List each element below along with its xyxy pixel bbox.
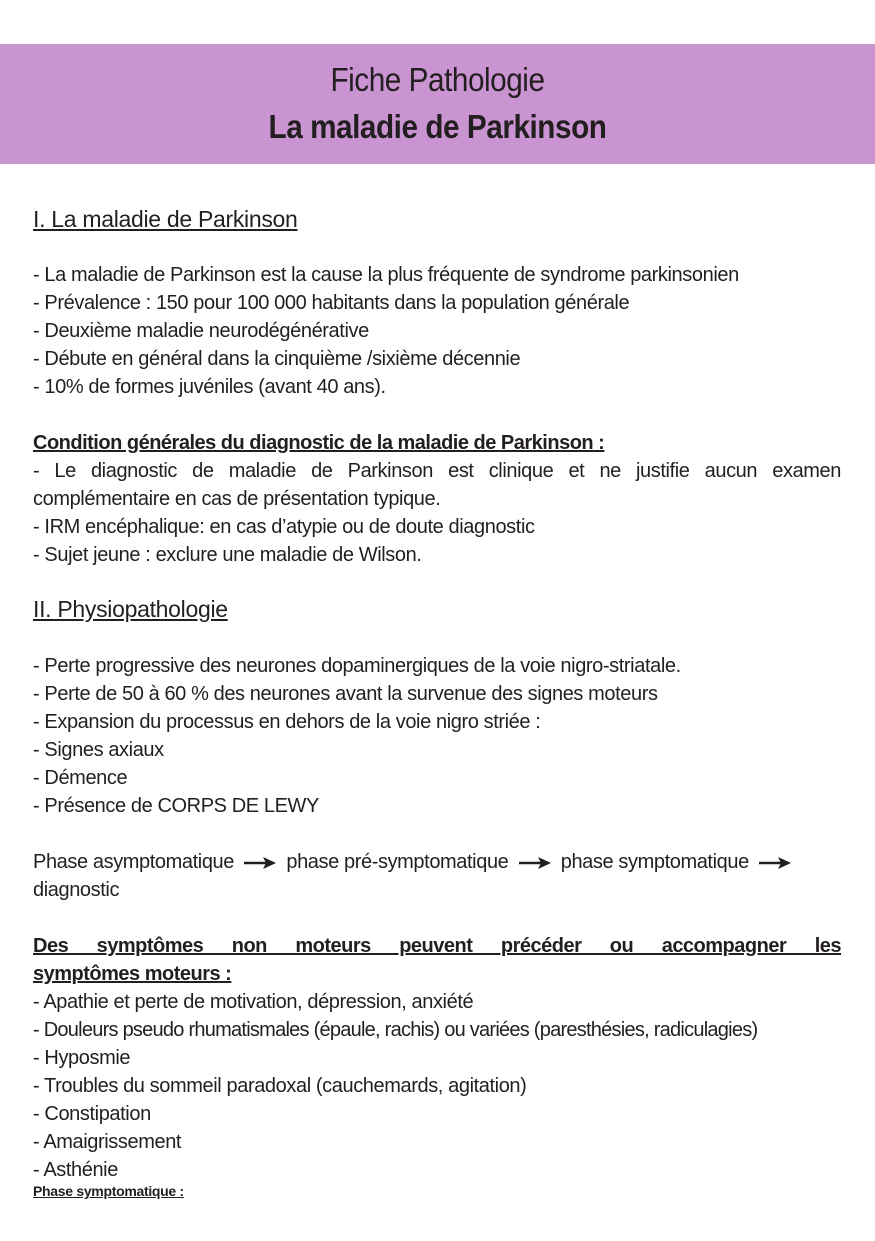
section-heading-1: I. La maladie de Parkinson xyxy=(33,206,298,232)
nonmotor-heading: Des symptômes non moteurs peuvent précéder ou accompagner les xyxy=(33,935,841,957)
right-arrow-icon xyxy=(518,856,552,870)
list-item: - Apathie et perte de motivation, dépression, anxiété xyxy=(33,991,474,1013)
list-item: - Démence xyxy=(33,767,128,789)
list-item: - Débute en général dans la cinquième /sixième décennie xyxy=(33,348,521,370)
list-item: - Expansion du processus en dehors de la voie nigro striée : xyxy=(33,711,541,733)
list-item: - Présence de CORPS DE LEWY xyxy=(33,795,319,817)
symptomatic-phase-heading: Phase symptomatique : xyxy=(33,1183,184,1199)
diagnosis-paragraph-line: complémentaire en cas de présentation typique. xyxy=(33,488,441,510)
phase-label: Phase asymptomatique xyxy=(33,851,235,873)
title-banner xyxy=(0,44,875,164)
phase-sequence xyxy=(33,849,796,875)
diagnosis-paragraph-line: - Le diagnostic de maladie de Parkinson est clinique et ne justifie aucun examen xyxy=(33,460,841,482)
list-item: - Signes axiaux xyxy=(33,739,164,761)
list-item: - Deuxième maladie neurodégénérative xyxy=(33,320,369,342)
phase-label: diagnostic xyxy=(33,879,120,901)
list-item: - Troubles du sommeil paradoxal (cauchemards, agitation) xyxy=(33,1075,527,1097)
right-arrow-icon xyxy=(758,856,792,870)
list-item: - Asthénie xyxy=(33,1159,118,1181)
list-item: - Prévalence : 150 pour 100 000 habitants dans la population générale xyxy=(33,292,630,314)
list-item: - Hyposmie xyxy=(33,1047,131,1069)
nonmotor-heading: symptômes moteurs : xyxy=(33,963,232,985)
diagnosis-item: - IRM encéphalique: en cas d’atypie ou de doute diagnostic xyxy=(33,516,535,538)
document-type-title: Fiche Pathologie xyxy=(330,61,545,98)
list-item: - 10% de formes juvéniles (avant 40 ans). xyxy=(33,376,386,398)
list-item: - Perte progressive des neurones dopaminergiques de la voie nigro-striatale. xyxy=(33,655,681,677)
list-item: - Douleurs pseudo rhumatismales (épaule, rachis) ou variées (paresthésies, radiculagies) xyxy=(33,1019,758,1041)
list-item: - Amaigrissement xyxy=(33,1131,182,1153)
list-item: - La maladie de Parkinson est la cause la plus fréquente de syndrome parkinsonien xyxy=(33,264,739,286)
section-heading-2: II. Physiopathologie xyxy=(33,596,228,622)
document-main-title: La maladie de Parkinson xyxy=(268,108,607,145)
right-arrow-icon xyxy=(243,856,277,870)
phase-label: phase pré-symptomatique xyxy=(286,851,509,873)
list-item: - Perte de 50 à 60 % des neurones avant la survenue des signes moteurs xyxy=(33,683,658,705)
list-item: - Constipation xyxy=(33,1103,151,1125)
diagnosis-heading: Condition générales du diagnostic de la maladie de Parkinson : xyxy=(33,432,605,454)
phase-label: phase symptomatique xyxy=(560,851,749,873)
diagnosis-item: - Sujet jeune : exclure une maladie de Wilson. xyxy=(33,544,422,566)
